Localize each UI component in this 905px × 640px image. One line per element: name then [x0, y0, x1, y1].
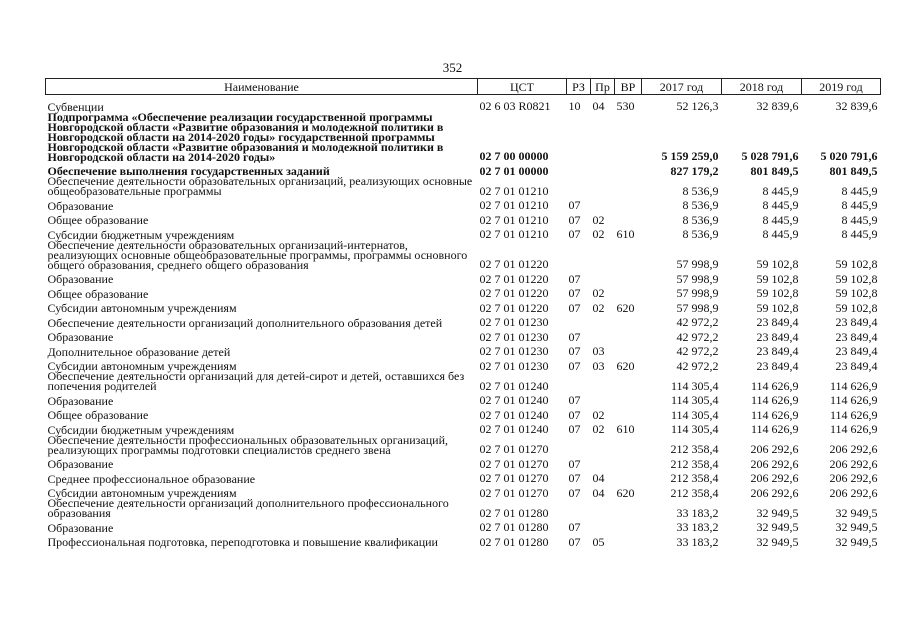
- row-pr: 04: [592, 471, 605, 486]
- row-2017: 212 358,4: [670, 456, 719, 471]
- row-vr: 620: [616, 485, 635, 500]
- row-rz: [567, 498, 591, 518]
- row-name: Образование: [47, 272, 114, 286]
- row-rz: 07: [568, 271, 581, 286]
- header-2017: 2017 год: [642, 79, 722, 95]
- table-row: [46, 270, 881, 285]
- row-rz: 07: [568, 393, 581, 408]
- row-2017: 212 358,4: [670, 471, 719, 486]
- row-name: Среднее профессиональное образование: [47, 471, 256, 486]
- row-vr: [615, 240, 642, 270]
- row-2017: 42 972,2: [676, 344, 719, 359]
- row-2018: 8 445,9: [762, 212, 799, 227]
- row-2018: 23 849,4: [756, 344, 799, 359]
- row-2018: 206 292,6: [750, 456, 799, 471]
- row-rz: 07: [568, 212, 581, 227]
- table-row: [46, 196, 881, 211]
- row-cst: 02 7 01 01240: [479, 422, 549, 437]
- row-name: Обеспечение деятельности образовательных организаций-интернатов, реализующих основные общеобразовательные программы, программы основного общего образования, среднего общего образования: [47, 237, 468, 272]
- header-2018: 2018 год: [722, 79, 802, 95]
- row-2017: 114 305,4: [670, 393, 719, 408]
- row-rz: 07: [568, 407, 581, 422]
- header-name: Наименование: [46, 79, 478, 95]
- row-2017: 212 358,4: [670, 442, 719, 457]
- row-cst: 02 7 01 01240: [479, 407, 549, 422]
- row-2018: 23 849,4: [756, 358, 799, 373]
- row-2019: 8 445,9: [841, 183, 878, 198]
- row-pr: [591, 328, 615, 343]
- table-row: [46, 498, 881, 518]
- table-row: [46, 518, 881, 533]
- row-vr: [615, 533, 642, 548]
- row-2019: 8 445,9: [841, 198, 878, 213]
- table-row: [46, 95, 881, 112]
- row-rz: [567, 313, 591, 328]
- table-row: [46, 313, 881, 328]
- row-2018: 206 292,6: [750, 471, 799, 486]
- row-vr: [615, 211, 642, 226]
- row-cst: 02 7 01 01240: [479, 378, 549, 393]
- row-2017: 57 998,9: [676, 300, 719, 315]
- row-2017: 5 159 259,0: [661, 149, 719, 164]
- row-2017: 42 972,2: [676, 358, 719, 373]
- row-vr: [615, 455, 642, 470]
- row-2017: 827 179,2: [670, 163, 719, 178]
- row-name: Дополнительное образование детей: [47, 344, 231, 359]
- row-rz: [567, 240, 591, 270]
- row-rz: [567, 112, 591, 162]
- row-2019: 32 949,5: [835, 520, 878, 535]
- row-cst: 02 7 01 01230: [479, 358, 549, 373]
- row-name: Профессиональная подготовка, переподготовка и повышение квалификации: [47, 535, 438, 549]
- row-cst: 02 7 01 01210: [479, 198, 549, 213]
- row-name: Общее образование: [47, 408, 149, 422]
- row-cst: 02 7 01 01220: [479, 257, 549, 272]
- row-2019: 23 849,4: [835, 358, 878, 373]
- row-pr: 04: [592, 99, 605, 114]
- row-2019: 32 839,6: [835, 99, 878, 114]
- row-2019: 8 445,9: [841, 212, 878, 227]
- table-row: [46, 240, 881, 270]
- row-rz: 07: [568, 456, 581, 471]
- row-cst: 02 7 01 00000: [479, 163, 549, 178]
- table-row: [46, 435, 881, 455]
- row-cst: 02 7 01 01270: [479, 485, 549, 500]
- row-pr: [591, 371, 615, 391]
- row-name: Образование: [47, 393, 114, 408]
- table-row: [46, 533, 881, 548]
- row-pr: [591, 112, 615, 162]
- row-name: Образование: [47, 330, 114, 344]
- row-2018: 23 849,4: [756, 315, 799, 330]
- row-2018: 32 949,5: [756, 520, 799, 535]
- row-2017: 52 126,3: [676, 99, 719, 114]
- table-row: [46, 284, 881, 299]
- row-name: Образование: [47, 198, 114, 213]
- row-2019: 59 102,8: [835, 271, 878, 286]
- table-row: [46, 371, 881, 391]
- row-pr: 03: [592, 344, 605, 359]
- row-pr: [591, 455, 615, 470]
- row-2018: 59 102,8: [756, 286, 799, 301]
- row-name: Субсидии бюджетным учреждениям: [47, 422, 235, 437]
- row-cst: 02 7 01 01230: [479, 315, 549, 330]
- table-body: [46, 95, 881, 548]
- row-pr: 05: [592, 534, 605, 549]
- row-2017: 33 183,2: [676, 520, 719, 535]
- row-vr: [615, 270, 642, 285]
- row-2017: 42 972,2: [676, 315, 719, 330]
- row-pr: 02: [592, 407, 605, 422]
- row-pr: 02: [592, 422, 605, 437]
- row-2017: 57 998,9: [676, 286, 719, 301]
- row-pr: [591, 176, 615, 196]
- row-2017: 8 536,9: [682, 198, 719, 213]
- budget-table: [45, 78, 881, 547]
- row-name: Субсидии бюджетным учреждениям: [47, 227, 235, 242]
- row-cst: 02 7 01 01280: [479, 520, 549, 535]
- row-rz: 07: [568, 227, 581, 242]
- table-row: [46, 328, 881, 343]
- row-cst: 02 7 00 00000: [479, 149, 549, 164]
- row-vr: 530: [616, 99, 635, 114]
- row-pr: 02: [592, 227, 605, 242]
- row-name: Образование: [47, 457, 114, 471]
- row-pr: [591, 391, 615, 406]
- row-2018: 114 626,9: [750, 378, 799, 393]
- row-pr: 03: [592, 358, 605, 373]
- row-name: Подпрограмма «Обеспечение реализации государственной программы Новгородской области «Развитие образования и молодежной политики в Новгородской области на 2014-2020 годы» государственной программы Новгородской области «Развитие образования и молодежной политики в Новгородской области на 2014-2020 годы»: [47, 109, 444, 164]
- row-vr: [615, 284, 642, 299]
- row-name: Субсидии автономным учреждениям: [47, 486, 237, 500]
- row-rz: 07: [568, 300, 581, 315]
- row-pr: 02: [592, 212, 605, 227]
- row-2017: 57 998,9: [676, 271, 719, 286]
- row-vr: 610: [616, 422, 635, 437]
- row-2018: 32 949,5: [756, 505, 799, 520]
- row-vr: 610: [616, 227, 635, 242]
- row-vr: [615, 328, 642, 343]
- table-row: [46, 469, 881, 484]
- header-vr: ВР: [615, 79, 642, 95]
- row-2018: 59 102,8: [756, 257, 799, 272]
- row-2019: 114 626,9: [829, 378, 878, 393]
- row-2019: 59 102,8: [835, 300, 878, 315]
- row-vr: [615, 498, 642, 518]
- row-vr: [615, 469, 642, 484]
- row-2017: 8 536,9: [682, 183, 719, 198]
- row-2017: 212 358,4: [670, 485, 719, 500]
- row-2019: 23 849,4: [835, 329, 878, 344]
- row-2018: 5 028 791,6: [741, 149, 799, 164]
- row-2018: 59 102,8: [756, 300, 799, 315]
- row-cst: 02 6 03 R0821: [479, 99, 551, 114]
- row-2019: 206 292,6: [829, 456, 878, 471]
- row-2019: 32 949,5: [835, 534, 878, 549]
- row-name: Обеспечение деятельности профессиональных образовательных организаций, реализующих программы подготовки специалистов среднего звена: [47, 432, 448, 457]
- row-vr: [615, 176, 642, 196]
- row-2018: 206 292,6: [750, 485, 799, 500]
- row-2018: 32 839,6: [756, 99, 799, 114]
- row-cst: 02 7 01 01230: [479, 329, 549, 344]
- row-cst: 02 7 01 01280: [479, 505, 549, 520]
- row-vr: [615, 313, 642, 328]
- row-2019: 59 102,8: [835, 257, 878, 272]
- table-row: [46, 455, 881, 470]
- row-2017: 114 305,4: [670, 422, 719, 437]
- row-2019: 5 020 791,6: [820, 149, 878, 164]
- row-2018: 114 626,9: [750, 393, 799, 408]
- row-vr: [615, 406, 642, 421]
- row-2018: 23 849,4: [756, 329, 799, 344]
- row-name: Субвенции: [47, 99, 104, 114]
- row-name: Общее образование: [47, 286, 149, 301]
- row-pr: [591, 162, 615, 177]
- row-pr: [591, 196, 615, 211]
- row-2019: 32 949,5: [835, 505, 878, 520]
- row-2017: 8 536,9: [682, 212, 719, 227]
- row-2019: 59 102,8: [835, 286, 878, 301]
- page-number: 352: [442, 60, 463, 75]
- row-vr: [615, 162, 642, 177]
- row-vr: [615, 371, 642, 391]
- row-2019: 114 626,9: [829, 407, 878, 422]
- row-name: Образование: [47, 520, 114, 535]
- row-cst: 02 7 01 01220: [479, 286, 549, 301]
- row-2018: 206 292,6: [750, 442, 799, 457]
- table-header-row: [46, 79, 881, 95]
- row-rz: 07: [568, 329, 581, 344]
- row-pr: [591, 498, 615, 518]
- row-rz: 07: [568, 358, 581, 373]
- row-2019: 206 292,6: [829, 485, 878, 500]
- row-2018: 8 445,9: [762, 183, 799, 198]
- header-rz: РЗ: [567, 79, 591, 95]
- row-rz: 07: [568, 471, 581, 486]
- row-2019: 114 626,9: [829, 393, 878, 408]
- row-rz: [567, 162, 591, 177]
- row-cst: 02 7 01 01230: [479, 344, 549, 359]
- row-2017: 33 183,2: [676, 505, 719, 520]
- row-rz: 10: [568, 99, 581, 114]
- row-rz: [567, 371, 591, 391]
- table-row: [46, 112, 881, 162]
- row-2019: 206 292,6: [829, 442, 878, 457]
- row-2018: 801 849,5: [750, 163, 799, 178]
- row-2018: 32 949,5: [756, 534, 799, 549]
- row-2019: 8 445,9: [841, 227, 878, 242]
- row-pr: [591, 518, 615, 533]
- row-pr: 04: [592, 485, 605, 500]
- row-2017: 114 305,4: [670, 378, 719, 393]
- row-vr: [615, 112, 642, 162]
- row-rz: [567, 176, 591, 196]
- row-2018: 114 626,9: [750, 407, 799, 422]
- row-vr: 620: [616, 300, 635, 315]
- row-cst: 02 7 01 01270: [479, 456, 549, 471]
- row-pr: [591, 313, 615, 328]
- row-2019: 114 626,9: [829, 422, 878, 437]
- row-2019: 23 849,4: [835, 344, 878, 359]
- table-row: [46, 342, 881, 357]
- row-vr: [615, 391, 642, 406]
- row-cst: 02 7 01 01270: [479, 442, 549, 457]
- header-2019: 2019 год: [802, 79, 881, 95]
- row-cst: 02 7 01 01210: [479, 227, 549, 242]
- row-rz: [567, 435, 591, 455]
- row-rz: 07: [568, 344, 581, 359]
- row-2017: 42 972,2: [676, 329, 719, 344]
- row-name: Обеспечение деятельности организаций для детей-сирот и детей, оставшихся без попечения родителей: [47, 369, 465, 393]
- header-pr: Пр: [591, 79, 615, 95]
- row-name: Обеспечение выполнения государственных заданий: [47, 164, 330, 178]
- row-pr: 02: [592, 286, 605, 301]
- row-2019: 206 292,6: [829, 471, 878, 486]
- row-rz: 07: [568, 520, 581, 535]
- row-2018: 114 626,9: [750, 422, 799, 437]
- row-rz: 07: [568, 422, 581, 437]
- row-rz: 07: [568, 198, 581, 213]
- table-row: [46, 406, 881, 421]
- row-cst: 02 7 01 01270: [479, 471, 549, 486]
- row-pr: [591, 240, 615, 270]
- row-rz: 07: [568, 286, 581, 301]
- table-row: [46, 299, 881, 314]
- row-2017: 33 183,2: [676, 534, 719, 549]
- table-row: [46, 391, 881, 406]
- row-vr: [615, 435, 642, 455]
- row-2017: 57 998,9: [676, 257, 719, 272]
- row-2018: 8 445,9: [762, 227, 799, 242]
- row-vr: [615, 196, 642, 211]
- row-vr: 620: [616, 358, 635, 373]
- row-vr: [615, 342, 642, 357]
- row-2017: 8 536,9: [682, 227, 719, 242]
- row-rz: 07: [568, 534, 581, 549]
- row-pr: [591, 435, 615, 455]
- row-rz: 07: [568, 485, 581, 500]
- row-name: Обеспечение деятельности организаций дополнительного профессионального образования: [47, 496, 449, 520]
- row-2019: 23 849,4: [835, 315, 878, 330]
- table-row: [46, 176, 881, 196]
- row-2019: 801 849,5: [829, 163, 878, 178]
- row-pr: [591, 270, 615, 285]
- row-name: Субсидии автономным учреждениям: [47, 301, 237, 315]
- row-vr: [615, 518, 642, 533]
- row-2018: 8 445,9: [762, 198, 799, 213]
- row-pr: 02: [592, 300, 605, 315]
- table-row: [46, 211, 881, 226]
- row-cst: 02 7 01 01210: [479, 212, 549, 227]
- row-cst: 02 7 01 01280: [479, 534, 549, 549]
- row-2018: 59 102,8: [756, 271, 799, 286]
- row-cst: 02 7 01 01210: [479, 183, 549, 198]
- header-cst: ЦСТ: [478, 79, 567, 95]
- row-cst: 02 7 01 01220: [479, 300, 549, 315]
- row-cst: 02 7 01 01220: [479, 271, 549, 286]
- row-name: Обеспечение деятельности образовательных организаций, реализующих основные общеобразовательные программы: [47, 174, 473, 198]
- row-2017: 114 305,4: [670, 407, 719, 422]
- row-name: Обеспечение деятельности организаций дополнительного образования детей: [47, 315, 443, 330]
- row-name: Субсидии автономным учреждениям: [47, 359, 237, 373]
- row-cst: 02 7 01 01240: [479, 393, 549, 408]
- row-name: Общее образование: [47, 213, 149, 227]
